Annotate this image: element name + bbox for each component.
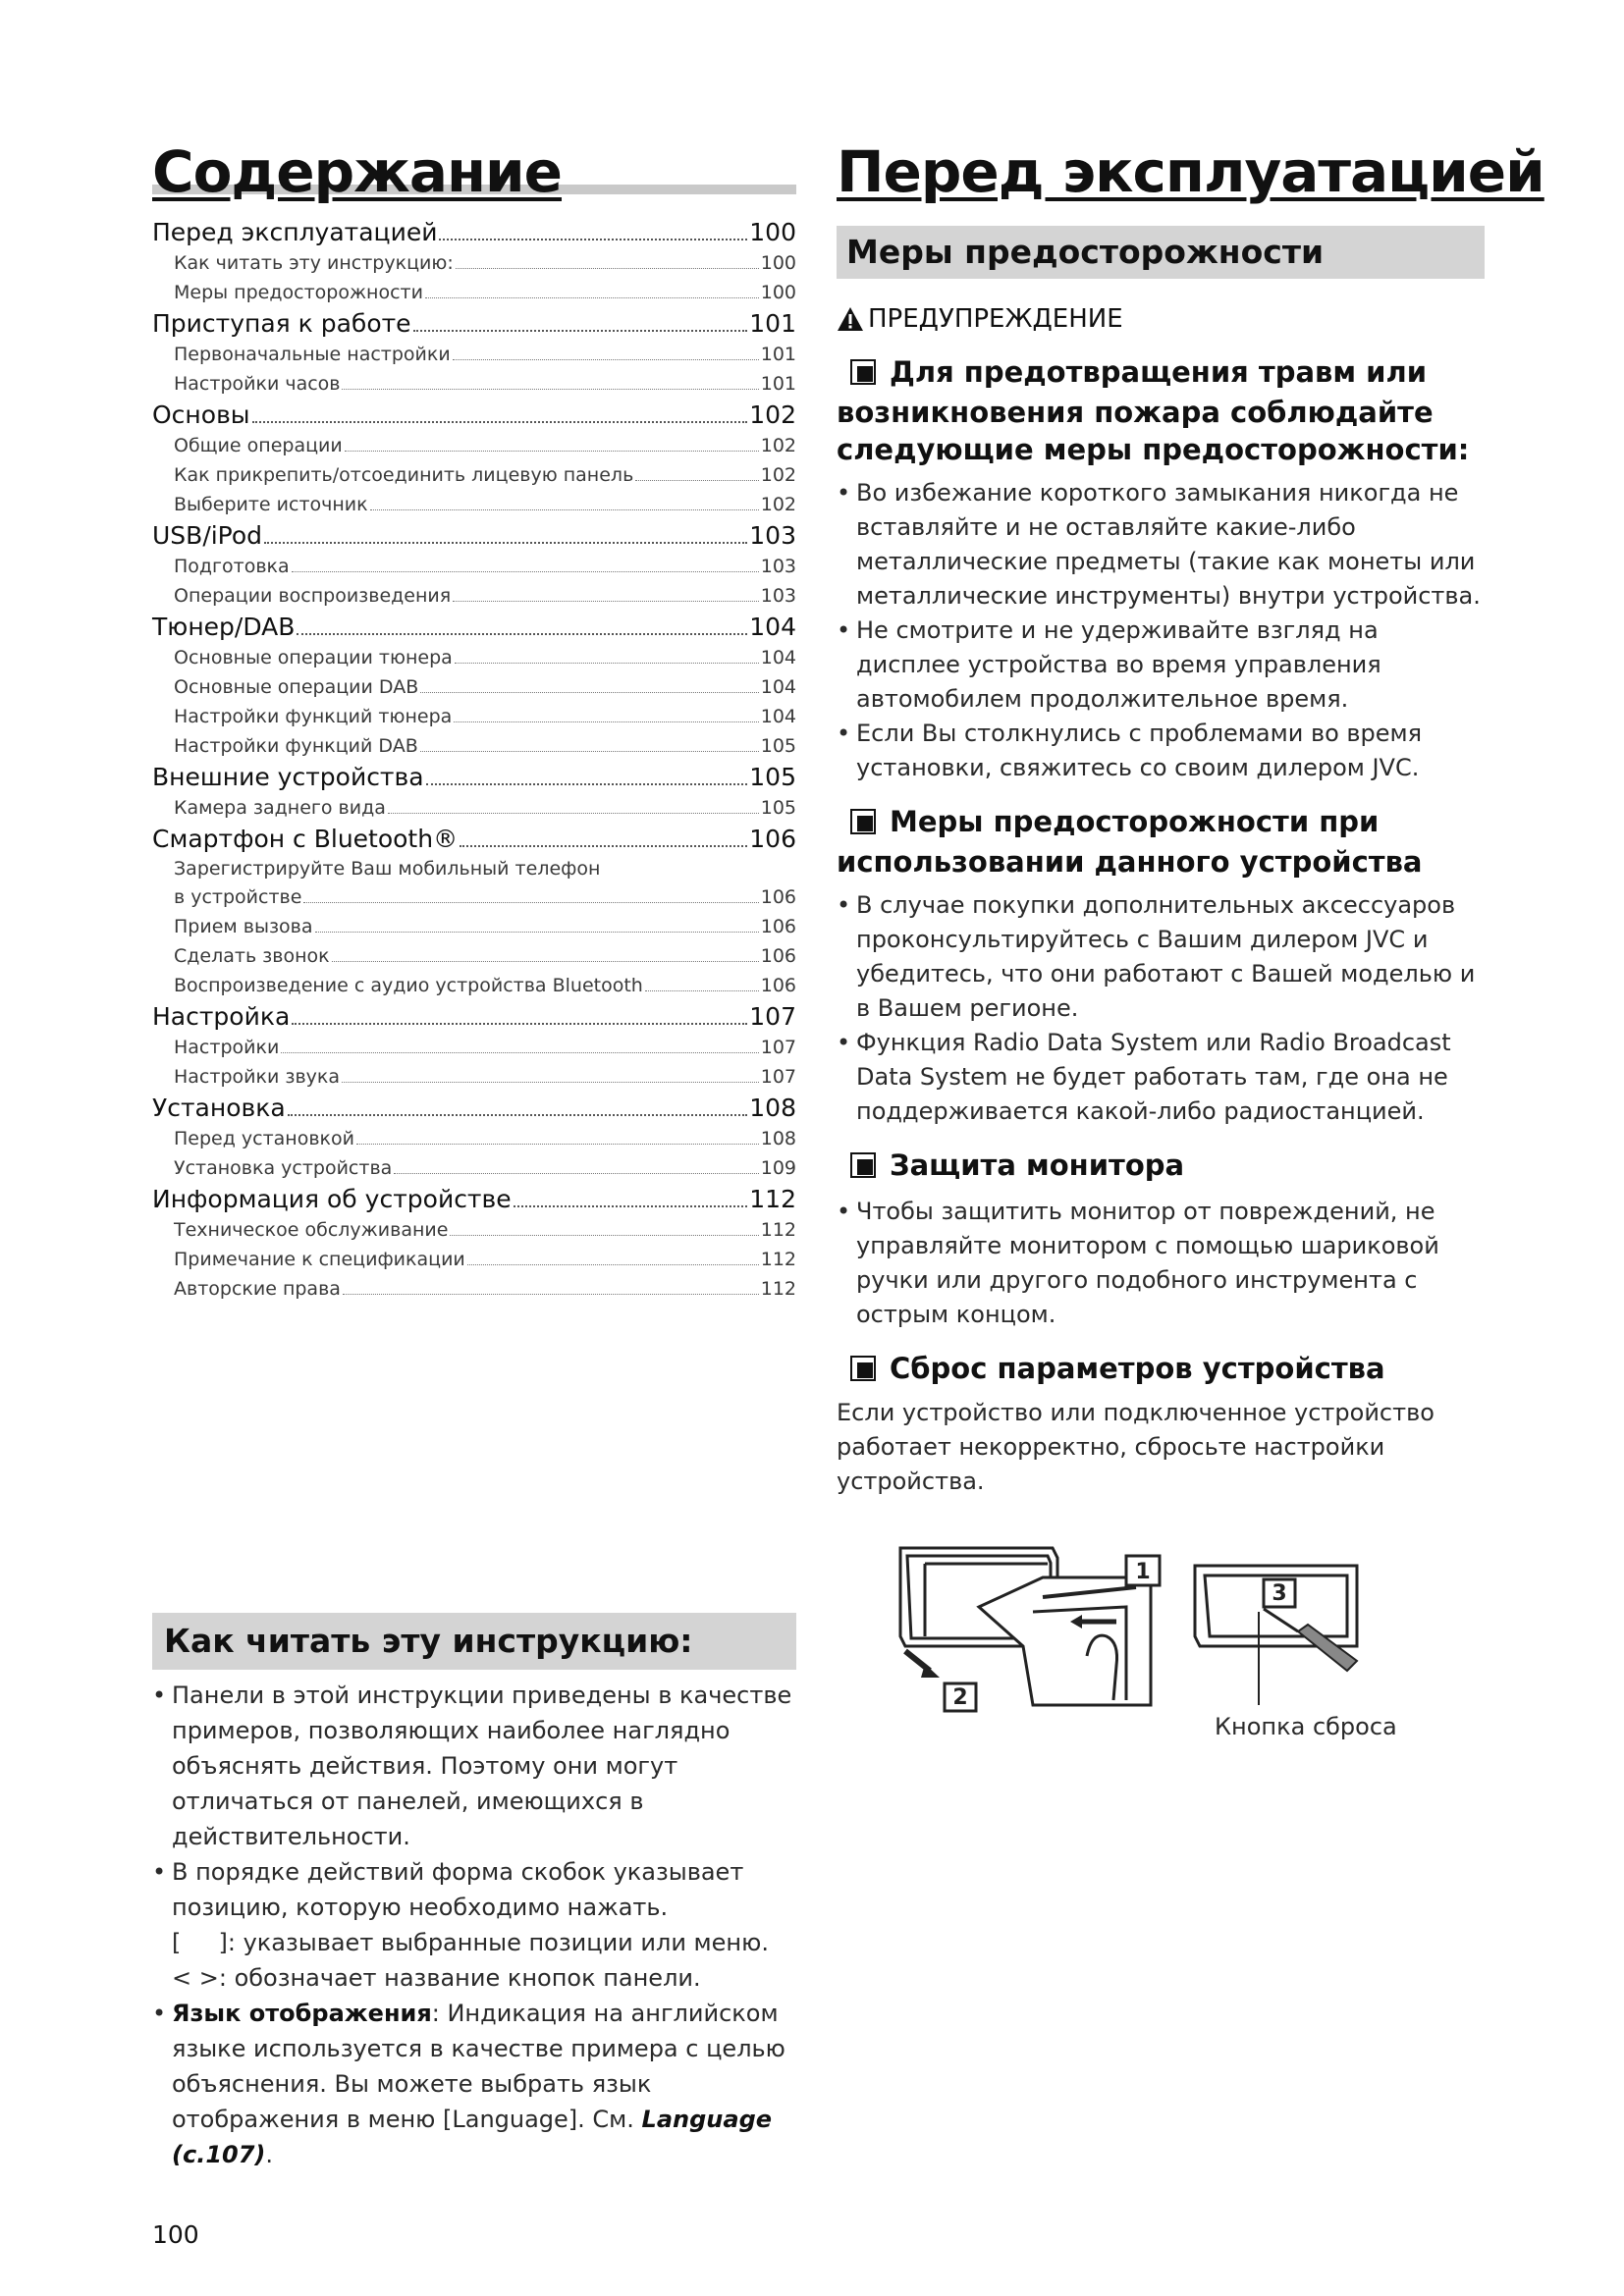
how-to-b2: В порядке действий форма скобок указывает позицию, которую необходимо нажать. <box>172 1858 744 1921</box>
list-item <box>837 1026 1485 1129</box>
toc-entry-text: Выберите источник <box>174 494 368 515</box>
toc-entry[interactable] <box>152 855 796 882</box>
toc-entry[interactable] <box>152 248 796 278</box>
toc-entry-text: Общие операции <box>174 435 343 456</box>
toc-chapter[interactable] <box>152 519 796 552</box>
toc-entry-text: Операции воспроизведения <box>174 585 452 607</box>
toc-entry[interactable] <box>152 1274 796 1304</box>
toc-page-number: 106 <box>749 825 796 853</box>
toc-entry[interactable] <box>152 672 796 702</box>
how-to-title: Как читать эту инструкцию: <box>152 1613 796 1670</box>
list-item-text: Не смотрите и не удерживайте взгляд на дисплее устройства во время управления автомобилем продолжительное время. <box>856 616 1381 713</box>
toc-entry-text: Настройки звука <box>174 1066 341 1088</box>
toc-entry-text: Настройки функций тюнера <box>174 706 453 727</box>
toc-page-number: 103 <box>760 556 796 577</box>
toc-leader-dots <box>439 239 747 240</box>
how-to-b2-line1: [ ]: указывает выбранные позиции или меню. <box>172 1929 769 1956</box>
toc-page-number: 106 <box>760 975 796 996</box>
toc-leader-dots <box>394 1173 758 1174</box>
toc-page-number: 107 <box>760 1066 796 1088</box>
toc-entry-text: Примечание к спецификации <box>174 1249 465 1270</box>
toc-page-number: 108 <box>749 1094 796 1122</box>
toc-page-number: 112 <box>760 1219 796 1241</box>
toc-entry[interactable] <box>152 882 796 912</box>
toc-leader-dots <box>456 268 759 269</box>
language-link[interactable]: Language (с.107) <box>172 2106 773 2168</box>
toc-leader-dots <box>345 451 759 452</box>
toc-leader-dots <box>425 297 759 298</box>
toc-entry-text: Установка устройства <box>174 1157 393 1179</box>
toc-page-number: 104 <box>749 613 796 641</box>
list-item <box>152 1678 796 1854</box>
toc-entry-text: Основные операции DAB <box>174 676 419 698</box>
toc-page-number: 108 <box>760 1128 796 1149</box>
toc-chapter[interactable] <box>152 307 796 340</box>
toc-chapter[interactable] <box>152 399 796 431</box>
toc-entry[interactable] <box>152 369 796 399</box>
toc-leader-dots <box>288 1114 748 1116</box>
warning-icon <box>837 306 864 332</box>
toc-entry[interactable] <box>152 1215 796 1245</box>
toc-page-number: 104 <box>760 676 796 698</box>
toc-entry-text: Основы <box>152 400 250 429</box>
step-label-1: 1 <box>1135 1560 1151 1584</box>
toc-leader-dots <box>453 359 759 360</box>
toc-leader-dots <box>514 1205 748 1207</box>
list-item-text: В случае покупки дополнительных аксессуаров проконсультируйтесь с Вашим дилером JVC и убедитесь, что они работают с Вашей моделью и в Вашем регионе. <box>856 891 1476 1022</box>
toc-entry[interactable] <box>152 340 796 369</box>
subhead-usage-text: Меры предосторожности при использовании данного устройства <box>837 805 1423 879</box>
toc-chapter[interactable] <box>152 1092 796 1124</box>
page-number: 100 <box>152 2220 199 2249</box>
toc-entry-text: Прием вызова <box>174 916 313 937</box>
toc-leader-dots <box>297 633 747 635</box>
toc-leader-dots <box>454 721 758 722</box>
toc-leader-dots <box>370 509 759 510</box>
list-item <box>152 1996 796 2172</box>
toc-entry[interactable] <box>152 1153 796 1183</box>
toc-entry-text: Меры предосторожности <box>174 282 423 303</box>
subhead-reset <box>837 1350 1485 1390</box>
toc-page-number: 101 <box>760 344 796 365</box>
section-square-icon <box>850 1353 876 1390</box>
toc-page-number: 105 <box>760 735 796 757</box>
toc-entry[interactable] <box>152 490 796 519</box>
section-square-icon <box>850 1149 876 1187</box>
toc-entry-text: Тюнер/DAB <box>152 613 296 641</box>
toc-leader-dots <box>315 932 759 933</box>
toc-entry[interactable] <box>152 278 796 307</box>
list-item <box>837 614 1485 717</box>
toc-entry[interactable] <box>152 1245 796 1274</box>
list-item <box>837 888 1485 1026</box>
toc-leader-dots <box>635 480 758 481</box>
toc-entry-text: в устройстве <box>174 886 302 908</box>
toc-chapter[interactable] <box>152 611 796 643</box>
step-label-2: 2 <box>952 1685 968 1710</box>
toc-chapter[interactable] <box>152 1183 796 1215</box>
toc-entry[interactable] <box>152 581 796 611</box>
toc-leader-dots <box>343 1294 759 1295</box>
toc-entry-text: Настройка <box>152 1002 291 1031</box>
toc-entry[interactable] <box>152 702 796 731</box>
toc-entry-text: Перед эксплуатацией <box>152 218 438 246</box>
toc-leader-dots <box>460 845 747 847</box>
monitor-list <box>837 1195 1485 1332</box>
right-title <box>837 137 1544 212</box>
right-title-text: Перед эксплуатацией <box>837 138 1544 205</box>
how-to-list <box>152 1678 796 2172</box>
toc-leader-dots <box>426 783 748 785</box>
toc-entry-text: Подготовка <box>174 556 290 577</box>
toc-list <box>152 216 796 1304</box>
toc-page-number: 106 <box>760 945 796 967</box>
list-item <box>152 1854 796 1996</box>
toc-leader-dots <box>413 330 748 332</box>
toc-entry[interactable] <box>152 460 796 490</box>
toc-leader-dots <box>455 663 759 664</box>
toc-entry-text: Информация об устройстве <box>152 1185 512 1213</box>
toc-page-number: 100 <box>760 282 796 303</box>
toc-page-number: 107 <box>749 1002 796 1031</box>
figure-caption: Кнопка сброса <box>1215 1713 1397 1740</box>
toc-entry[interactable] <box>152 431 796 460</box>
toc-entry-text: USB/iPod <box>152 521 263 550</box>
toc-page-number: 112 <box>760 1278 796 1300</box>
toc-column <box>152 137 796 1304</box>
how-to-b3-text: : Индикация на английском языке используется в качестве примера с целью объяснения. Вы можете выбрать язык отображения в меню [Language]. См. <box>172 2000 785 2133</box>
toc-entry[interactable] <box>152 941 796 971</box>
toc-entry[interactable] <box>152 912 796 941</box>
toc-leader-dots <box>645 990 759 991</box>
toc-entry[interactable] <box>152 1124 796 1153</box>
toc-entry-text: Настройки <box>174 1037 280 1058</box>
list-item <box>837 1195 1485 1332</box>
toc-entry-text: Авторские права <box>174 1278 341 1300</box>
toc-entry-text: Приступая к работе <box>152 309 411 338</box>
toc-entry[interactable] <box>152 1033 796 1062</box>
toc-page-number: 106 <box>760 886 796 908</box>
toc-leader-dots <box>303 902 758 903</box>
toc-chapter[interactable] <box>152 216 796 248</box>
toc-leader-dots <box>252 421 748 423</box>
reset-text: Если устройство или подключенное устройство работает некорректно, сбросьте настройки устройства. <box>837 1399 1435 1495</box>
section-square-icon <box>850 356 876 394</box>
toc-page-number: 109 <box>760 1157 796 1179</box>
toc-entry-text: Перед установкой <box>174 1128 354 1149</box>
toc-page-number: 102 <box>760 464 796 486</box>
reset-illustration <box>886 1538 1435 1715</box>
toc-page-number: 103 <box>760 585 796 607</box>
toc-entry-text: Основные операции тюнера <box>174 647 453 668</box>
subhead-injury-text: Для предотвращения травм или возникновения пожара соблюдайте следующие меры предосторожности: <box>837 355 1470 466</box>
toc-page-number: 104 <box>760 647 796 668</box>
toc-entry[interactable] <box>152 552 796 581</box>
toc-chapter[interactable] <box>152 823 796 855</box>
toc-entry-text: Первоначальные настройки <box>174 344 451 365</box>
toc-entry[interactable] <box>152 1062 796 1092</box>
toc-entry-text: Камера заднего вида <box>174 797 386 819</box>
toc-leader-dots <box>450 1235 758 1236</box>
toc-entry[interactable] <box>152 793 796 823</box>
toc-page-number: 105 <box>749 763 796 791</box>
toc-entry-text: Смартфон с Bluetooth® <box>152 825 459 853</box>
how-to-b1: Панели в этой инструкции приведены в качестве примеров, позволяющих наиболее наглядно объяснять действия. Поэтому они могут отличаться от панелей, имеющихся в действительности. <box>172 1682 792 1850</box>
toc-title-text: Содержание <box>152 138 563 205</box>
list-item-text: Чтобы защитить монитор от повреждений, не управляйте монитором с помощью шариковой ручки или другого подобного инструмента с острым концом. <box>856 1198 1439 1328</box>
list-item <box>837 717 1485 785</box>
list-item <box>837 476 1485 614</box>
subhead-usage <box>837 803 1485 881</box>
toc-entry-text: Установка <box>152 1094 286 1122</box>
toc-entry[interactable] <box>152 971 796 1000</box>
toc-page-number: 107 <box>760 1037 796 1058</box>
toc-page-number: 106 <box>760 916 796 937</box>
toc-leader-dots <box>342 1082 759 1083</box>
toc-page-number: 102 <box>760 494 796 515</box>
list-item-text: Функция Radio Data System или Radio Broadcast Data System не будет работать там, где она не поддерживается какой-либо радиостанцией. <box>856 1029 1451 1125</box>
list-item-text: Если Вы столкнулись с проблемами во время установки, свяжитесь со своим дилером JVC. <box>856 720 1423 781</box>
toc-chapter[interactable] <box>152 761 796 793</box>
toc-page-number: 104 <box>760 706 796 727</box>
toc-page-number: 100 <box>749 218 796 246</box>
toc-entry-text: Внешние устройства <box>152 763 424 791</box>
toc-entry-text: Воспроизведение с аудио устройства Bluetooth <box>174 975 643 996</box>
toc-entry-text: Настройки функций DAB <box>174 735 418 757</box>
toc-chapter[interactable] <box>152 1000 796 1033</box>
how-to-b3-end: . <box>265 2141 274 2168</box>
toc-leader-dots <box>281 1052 758 1053</box>
toc-page-number: 103 <box>749 521 796 550</box>
how-to-b2-line2: < >: обозначает название кнопок панели. <box>172 1964 701 1992</box>
toc-page-number: 102 <box>760 435 796 456</box>
toc-entry-text: Как читать эту инструкцию: <box>174 252 454 274</box>
step-label-3: 3 <box>1272 1581 1287 1606</box>
toc-leader-dots <box>453 601 759 602</box>
toc-page-number: 112 <box>749 1185 796 1213</box>
toc-page-number: 101 <box>760 373 796 395</box>
toc-entry-text: Настройки часов <box>174 373 341 395</box>
usage-list <box>837 888 1485 1129</box>
precautions-column <box>837 137 1544 1740</box>
toc-leader-dots <box>264 542 747 544</box>
toc-leader-dots <box>467 1264 759 1265</box>
how-to-section <box>152 1613 796 2172</box>
toc-entry-text: Сделать звонок <box>174 945 330 967</box>
toc-title <box>152 137 796 212</box>
toc-leader-dots <box>388 813 759 814</box>
toc-entry-text: Зарегистрируйте Ваш мобильный телефон <box>174 858 601 880</box>
toc-leader-dots <box>356 1144 759 1145</box>
toc-leader-dots <box>342 389 758 390</box>
warning-heading <box>837 304 1485 334</box>
toc-leader-dots <box>292 571 759 572</box>
subhead-reset-text: Сброс параметров устройства <box>890 1352 1385 1385</box>
precautions-banner: Меры предосторожности <box>837 226 1485 279</box>
toc-page-number: 102 <box>749 400 796 429</box>
subhead-injury <box>837 353 1485 468</box>
toc-leader-dots <box>420 692 758 693</box>
injury-list <box>837 476 1485 785</box>
toc-page-number: 100 <box>760 252 796 274</box>
toc-entry[interactable] <box>152 643 796 672</box>
toc-entry-text: Техническое обслуживание <box>174 1219 449 1241</box>
reset-figure <box>837 1538 1485 1740</box>
list-item-text: Во избежание короткого замыкания никогда не вставляйте и не оставляйте какие-либо металлические предметы (такие как монеты или металлические инструменты) внутри устройства. <box>856 479 1481 610</box>
display-language-label: Язык отображения <box>172 2000 432 2027</box>
section-square-icon <box>850 806 876 843</box>
toc-leader-dots <box>420 751 759 752</box>
warning-text: ПРЕДУПРЕЖДЕНИЕ <box>868 304 1123 334</box>
toc-leader-dots <box>292 1023 747 1025</box>
subhead-monitor-text: Защита монитора <box>890 1148 1185 1182</box>
toc-entry[interactable] <box>152 731 796 761</box>
toc-page-number: 101 <box>749 309 796 338</box>
toc-leader-dots <box>332 961 759 962</box>
toc-page-number: 105 <box>760 797 796 819</box>
toc-entry-text: Как прикрепить/отсоединить лицевую панель <box>174 464 634 486</box>
subhead-monitor <box>837 1147 1485 1187</box>
toc-page-number: 112 <box>760 1249 796 1270</box>
